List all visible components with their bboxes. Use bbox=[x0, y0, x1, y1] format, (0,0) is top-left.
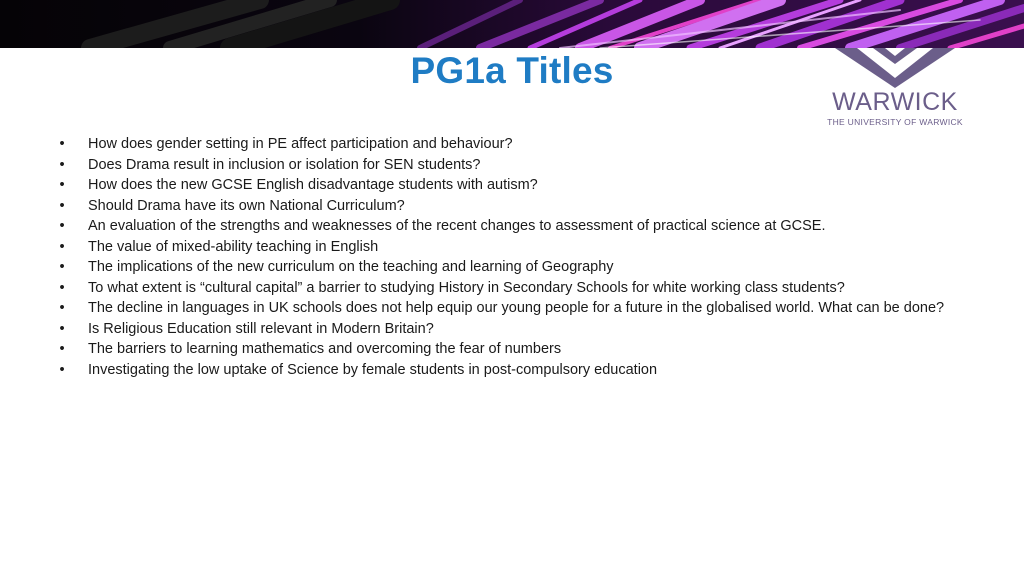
list-item-text: The value of mixed-ability teaching in English bbox=[88, 238, 379, 255]
bullet-icon: • bbox=[59, 279, 65, 296]
bullet-icon: • bbox=[59, 238, 65, 255]
bullet-icon: • bbox=[59, 341, 65, 357]
bullet-icon: • bbox=[59, 177, 65, 193]
bullet-icon: • bbox=[59, 218, 65, 234]
list-item-text: Should Drama have its own National Curriculum? bbox=[88, 197, 405, 214]
list-item-text: Investigating the low uptake of Science by female students in post-compulsory education bbox=[88, 361, 658, 378]
list-item bbox=[56, 218, 986, 235]
logo-subtitle: THE UNIVERSITY OF WARWICK bbox=[827, 117, 963, 127]
list-item bbox=[56, 259, 986, 276]
list-item-text: The implications of the new curriculum on the teaching and learning of Geography bbox=[88, 259, 614, 275]
list-item-text: Is Religious Education still relevant in Modern Britain? bbox=[88, 320, 434, 337]
warwick-w-mark-icon bbox=[835, 48, 955, 88]
list-item bbox=[56, 362, 986, 379]
list-item-text: How does the new GCSE English disadvantage students with autism? bbox=[88, 177, 538, 193]
list-item-text: How does gender setting in PE affect participation and behaviour? bbox=[88, 136, 513, 152]
titles-bullet-list bbox=[56, 136, 986, 382]
bullet-icon: • bbox=[59, 361, 65, 378]
list-item-text: An evaluation of the strengths and weaknesses of the recent changes to assessment of practical science at GCSE. bbox=[88, 218, 826, 234]
list-item bbox=[56, 280, 986, 297]
list-item-text: Does Drama result in inclusion or isolation for SEN students? bbox=[88, 156, 481, 173]
list-item bbox=[56, 239, 986, 256]
list-item bbox=[56, 341, 986, 358]
bullet-icon: • bbox=[59, 197, 65, 214]
header-banner bbox=[0, 0, 1024, 48]
bullet-icon: • bbox=[59, 320, 65, 337]
list-item-text: The decline in languages in UK schools does not help equip our young people for a future in the globalised world. What can be done? bbox=[88, 300, 945, 316]
purple-streaks-graphic bbox=[0, 0, 1024, 48]
list-item bbox=[56, 136, 986, 153]
logo-wordmark: WARWICK bbox=[832, 88, 958, 116]
bullet-icon: • bbox=[59, 136, 65, 152]
list-item bbox=[56, 321, 986, 338]
bullet-icon: • bbox=[59, 300, 65, 316]
list-item-text: The barriers to learning mathematics and overcoming the fear of numbers bbox=[88, 341, 562, 357]
list-item bbox=[56, 157, 986, 174]
bullet-icon: • bbox=[59, 156, 65, 173]
bullet-icon: • bbox=[59, 259, 65, 275]
list-item-text: To what extent is “cultural capital” a barrier to studying History in Secondary Schools for white working class students? bbox=[88, 279, 845, 296]
warwick-logo bbox=[812, 48, 978, 130]
list-item bbox=[56, 198, 986, 215]
list-item bbox=[56, 177, 986, 194]
page-title: PG1a Titles bbox=[410, 50, 614, 91]
list-item bbox=[56, 300, 986, 317]
